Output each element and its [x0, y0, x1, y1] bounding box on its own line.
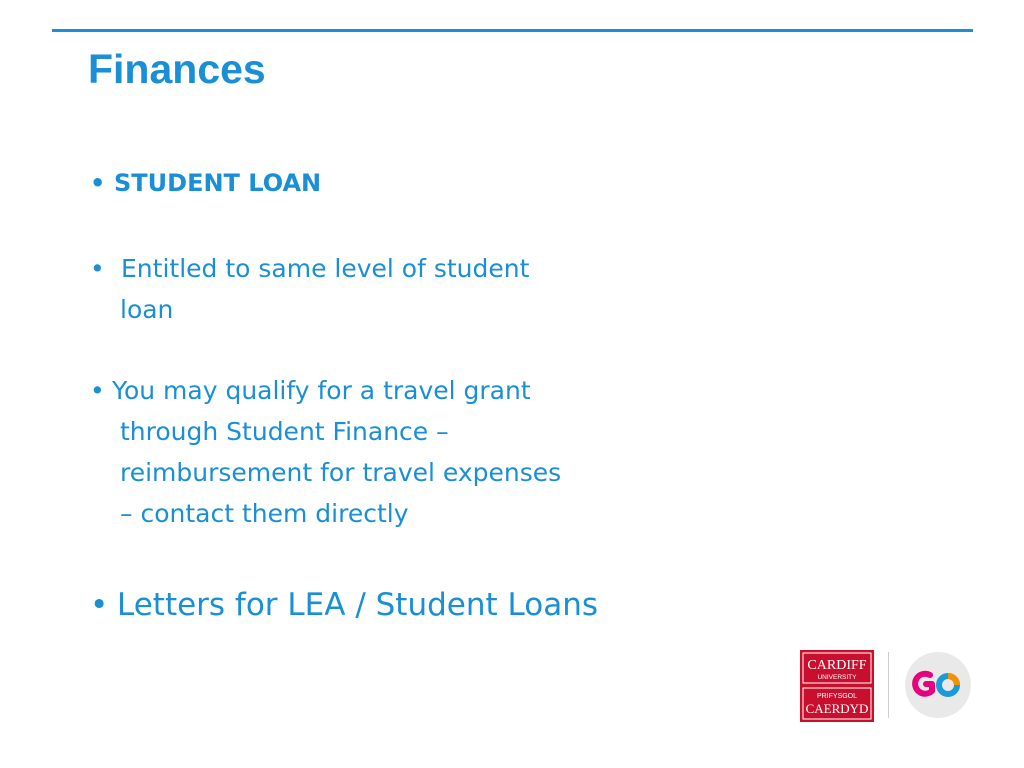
- bullet-text-line: – contact them directly: [120, 499, 409, 528]
- svg-text:CAERDYD: CAERDYD: [805, 701, 869, 716]
- bullet-student-loan: [90, 166, 650, 200]
- bullet-marker: •: [90, 376, 105, 405]
- bullet-travel-grant: [90, 370, 650, 534]
- svg-text:UNIVERSITY: UNIVERSITY: [817, 674, 857, 681]
- top-rule: [52, 29, 973, 32]
- svg-text:CARDIFF: CARDIFF: [807, 658, 867, 673]
- bullet-text-line: through Student Finance –: [120, 417, 449, 446]
- bullet-entitled: [90, 248, 650, 330]
- logo-area: [800, 650, 975, 722]
- bullet-letters: [90, 583, 650, 627]
- go-logo: [904, 651, 972, 719]
- logo-divider: [888, 652, 889, 718]
- bullet-text-line: You may qualify for a travel grant: [112, 376, 531, 405]
- svg-text:PRIFYSGOL: PRIFYSGOL: [816, 693, 858, 700]
- bullet-marker: •: [90, 169, 106, 197]
- bullet-text-line: Entitled to same level of student: [121, 254, 530, 283]
- bullet-text-line: loan: [120, 295, 174, 324]
- bullet-marker: •: [90, 254, 105, 283]
- bullet-marker: •: [90, 587, 109, 623]
- bullet-text-line: reimbursement for travel expenses: [120, 458, 562, 487]
- page-title: Finances: [88, 46, 266, 92]
- bullet-text: Letters for LEA / Student Loans: [117, 587, 598, 623]
- bullet-text: STUDENT LOAN: [114, 169, 322, 197]
- cardiff-university-logo: [800, 650, 874, 722]
